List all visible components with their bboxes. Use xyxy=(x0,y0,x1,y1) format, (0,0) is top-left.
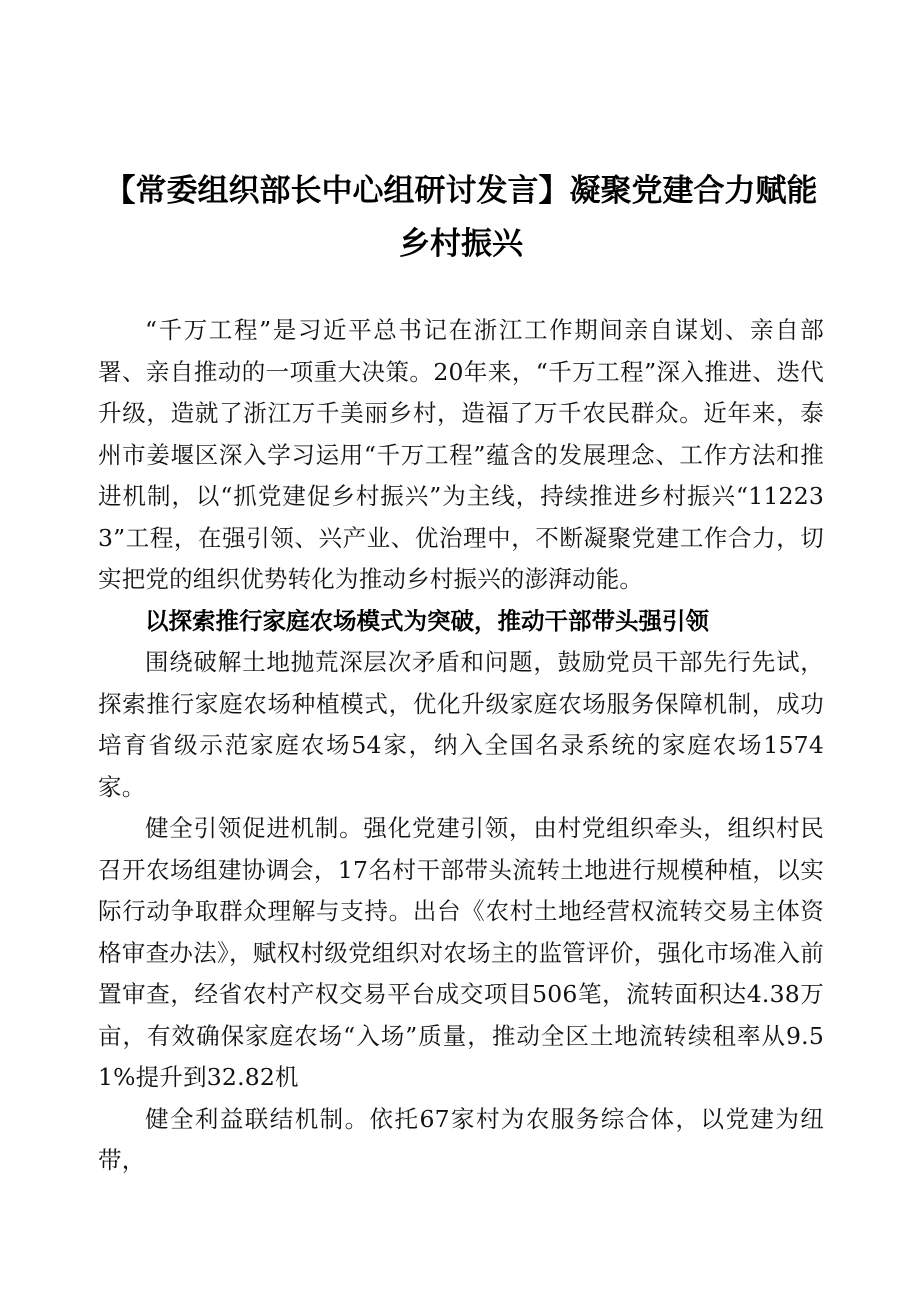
document-title: 【常委组织部长中心组研讨发言】凝聚党建合力赋能乡村振兴 xyxy=(104,173,818,261)
paragraph-benefit-linkage-mechanism: 健全利益联结机制。依托67家村为农服务综合体，以党建为纽带， xyxy=(98,1104,824,1174)
paragraph-guidance-mechanism: 健全引领促进机制。强化党建引领，由村党组织牵头，组织村民召开农场组建协调会，17名村干部带头流转土地进行规模种植，以实际行动争取群众理解与支持。出台《农村土地经营权流转交易主体资格审查办法》，赋权村级党组织对农场主的监管评价，强化市场准入前置审查，经省农村产权交易平台成交项目506笔，流转面积达4.38万亩，有效确保家庭农场“入场”质量，推动全区土地流转续租率从9.51%提升到32.82机 xyxy=(98,814,824,1091)
document-body xyxy=(98,0,824,1182)
section-heading-family-farm: 以探索推行家庭农场模式为突破，推动干部带头强引领 xyxy=(145,607,709,634)
paragraph-family-farm-overview: 围绕破解土地抛荒深层次矛盾和问题，鼓励党员干部先行先试，探索推行家庭农场种植模式，优化升级家庭农场服务保障机制，成功培育省级示范家庭农场54家，纳入全国名录系统的家庭农场1574家。 xyxy=(98,648,824,801)
paragraph-intro: “千万工程”是习近平总书记在浙江工作期间亲自谋划、亲自部署、亲自推动的一项重大决策。20年来，“千万工程”深入推进、迭代升级，造就了浙江万千美丽乡村，造福了万千农民群众。近年来，泰州市姜堰区深入学习运用“千万工程”蕴含的发展理念、工作方法和推进机制，以“抓党建促乡村振兴”为主线，持续推进乡村振兴“112233”工程，在强引领、兴产业、优治理中，不断凝聚党建工作合力，切实把党的组织优势转化为推动乡村振兴的澎湃动能。 xyxy=(98,316,824,593)
